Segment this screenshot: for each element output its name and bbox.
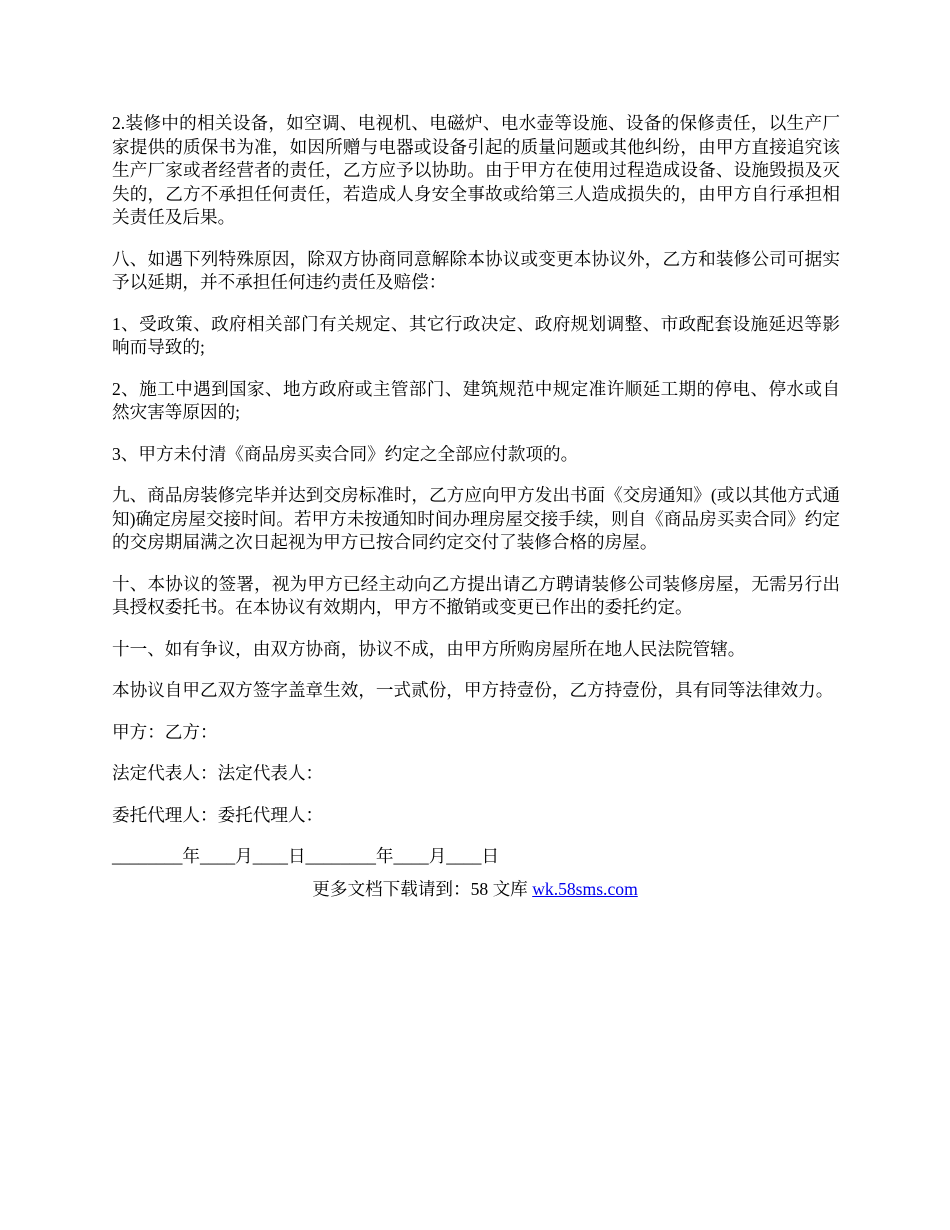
paragraph-equipment-warranty: 2.装修中的相关设备，如空调、电视机、电磁炉、电水壶等设施、设备的保修责任，以生产厂家提供的质保书为准，如因所赠与电器或设备引起的质量问题或其他纠纷，由甲方直接追究该生产厂家或者经营者的责任，乙方应予以协助。由于甲方在使用过程造成设备、设施毁损及灭失的，乙方不承担任何责任，若造成人身安全事故或给第三人造成损失的，由甲方自行承担相关责任及后果。	[112, 113, 840, 227]
paragraph-item-1: 1、受政策、政府相关部门有关规定、其它行政决定、政府规划调整、市政配套设施延迟等影响而导致的;	[112, 313, 840, 357]
paragraph-section-10: 十、本协议的签署，视为甲方已经主动向乙方提出请乙方聘请装修公司装修房屋，无需另行出具授权委托书。在本协议有效期内，甲方不撤销或变更已作出的委托约定。	[112, 573, 840, 617]
paragraph-section-8: 八、如遇下列特殊原因，除双方协商同意解除本协议或变更本协议外，乙方和装修公司可据实予以延期，并不承担任何违约责任及赔偿：	[112, 248, 840, 292]
document-body	[112, 112, 840, 887]
signature-legal-representative: 法定代表人：法定代表人：	[112, 763, 324, 783]
download-footer	[0, 878, 950, 902]
paragraph-item-2: 2、施工中遇到国家、地方政府或主管部门、建筑规范中规定准许顺延工期的停电、停水或自然灾害等原因的;	[112, 378, 840, 422]
footer-link[interactable]: wk.58sms.com	[532, 879, 638, 899]
signature-authorized-agent: 委托代理人：委托代理人：	[112, 804, 324, 825]
paragraph-section-11: 十一、如有争议，由双方协商，协议不成，由甲方所购房屋所在地人民法院管辖。	[112, 638, 746, 659]
signature-parties: 甲方：乙方：	[112, 721, 218, 742]
footer-text: 更多文档下载请到：58 文库	[312, 879, 533, 899]
paragraph-effectiveness: 本协议自甲乙双方签字盖章生效，一式贰份，甲方持壹份，乙方持壹份，具有同等法律效力。	[112, 680, 834, 700]
signature-date-line: ________年____月____日________年____月____日	[112, 846, 500, 866]
paragraph-section-9: 九、商品房装修完毕并达到交房标准时，乙方应向甲方发出书面《交房通知》(或以其他方式通知)确定房屋交接时间。若甲方未按通知时间办理房屋交接手续，则自《商品房买卖合同》约定的交房期届满之次日起视为甲方已按合同约定交付了装修合格的房屋。	[112, 485, 840, 552]
paragraph-item-3: 3、甲方未付清《商品房买卖合同》约定之全部应付款项的。	[112, 443, 579, 464]
